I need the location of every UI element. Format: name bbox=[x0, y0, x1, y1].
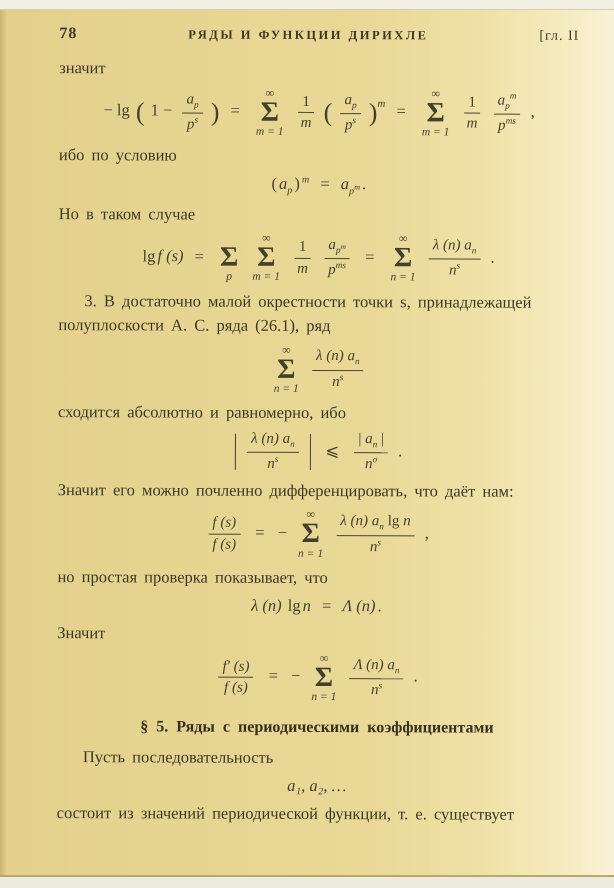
sum-upper-limit: ∞ bbox=[262, 231, 271, 246]
math-token: s bbox=[352, 116, 357, 127]
summation bbox=[422, 87, 450, 139]
numerator bbox=[429, 238, 481, 260]
bar-token: | bbox=[358, 431, 362, 448]
numerator bbox=[218, 658, 253, 678]
superscript bbox=[377, 538, 381, 548]
math-token: s bbox=[339, 372, 344, 383]
math-token: s bbox=[377, 537, 381, 548]
sigma-icon: Σ bbox=[277, 353, 296, 385]
math-token: a bbox=[497, 92, 506, 109]
math-token: n bbox=[471, 246, 477, 257]
superscript bbox=[340, 373, 344, 383]
denominator bbox=[293, 259, 312, 278]
fraction bbox=[350, 657, 404, 699]
close-paren: ) bbox=[210, 97, 220, 127]
close-paren: ) bbox=[368, 97, 378, 127]
fraction bbox=[429, 238, 481, 280]
fraction bbox=[340, 92, 360, 134]
math-token: m bbox=[354, 182, 361, 192]
equals-sign: = bbox=[320, 174, 330, 194]
math-token: n bbox=[369, 538, 378, 555]
paragraph-no-v-takom: Но в таком случае bbox=[58, 203, 196, 224]
equals-sign: = bbox=[194, 246, 204, 266]
minus-sign: − bbox=[277, 522, 288, 542]
math-token: n bbox=[354, 357, 360, 368]
chapter-mark: [гл. II bbox=[539, 28, 580, 44]
numerator bbox=[336, 513, 414, 535]
subscript bbox=[355, 358, 360, 368]
denominator bbox=[463, 114, 482, 133]
math-token: n bbox=[332, 373, 340, 390]
sigma-icon: Σ bbox=[301, 518, 320, 550]
fraction bbox=[297, 94, 316, 132]
absolute-value-bar bbox=[234, 434, 236, 470]
fraction bbox=[293, 239, 312, 277]
math-token: λ (n) bbox=[251, 430, 279, 447]
denominator bbox=[361, 453, 381, 473]
subscript bbox=[373, 440, 378, 450]
paragraph-shoditsya: сходится абсолютно и равномерно, ибо bbox=[58, 402, 347, 423]
denominator bbox=[263, 453, 282, 473]
superscript bbox=[354, 182, 360, 191]
math-token: m bbox=[297, 260, 309, 277]
math-token: m bbox=[509, 91, 517, 102]
sum-upper-limit: ∞ bbox=[282, 342, 291, 357]
fraction bbox=[336, 513, 414, 555]
math-token: p bbox=[186, 116, 195, 133]
numerator bbox=[340, 92, 360, 114]
absolute-value-bar bbox=[310, 434, 312, 470]
math-token: a₁, a₂, … bbox=[287, 776, 347, 796]
numerator bbox=[182, 91, 202, 113]
sum-lower-limit: m = 1 bbox=[421, 126, 450, 139]
summation bbox=[252, 232, 280, 284]
equals-sign: = bbox=[230, 101, 240, 121]
math-token: f′ (s) bbox=[222, 658, 250, 675]
math-token: f (s) bbox=[224, 679, 248, 696]
summation bbox=[298, 508, 323, 560]
formula-inequality bbox=[58, 430, 578, 474]
paragraph-pust: Пусть последовательность bbox=[82, 747, 274, 768]
math-token: λ (n) bbox=[315, 348, 344, 365]
math-token: p bbox=[287, 185, 293, 197]
paragraph-znachit: значит bbox=[59, 58, 106, 78]
sum-lower-limit bbox=[226, 272, 232, 284]
math-token: a bbox=[328, 237, 336, 254]
numerator bbox=[324, 237, 350, 259]
math-token: a bbox=[340, 174, 350, 194]
close-paren: ) bbox=[294, 174, 300, 194]
math-token: σ bbox=[372, 455, 378, 466]
running-title: РЯДЫ И ФУНКЦИИ ДИРИХЛЕ bbox=[188, 27, 429, 43]
math-token: p bbox=[344, 117, 353, 134]
math-token: − lg bbox=[103, 100, 130, 120]
superscript bbox=[341, 242, 346, 251]
math-token: a bbox=[282, 430, 291, 447]
numerator bbox=[312, 348, 364, 370]
open-paren: ( bbox=[323, 97, 333, 127]
math-token: s bbox=[194, 115, 199, 126]
equals-sign: = bbox=[255, 522, 265, 542]
denominator bbox=[183, 113, 202, 133]
formula-log-expansion bbox=[59, 86, 579, 140]
math-token: m bbox=[300, 115, 312, 132]
math-token: p bbox=[498, 118, 506, 135]
subscript bbox=[287, 185, 292, 196]
denominator bbox=[324, 260, 350, 280]
math-token: f (s) bbox=[212, 536, 237, 553]
superscript bbox=[373, 455, 378, 465]
sum-upper-limit: ∞ bbox=[431, 86, 441, 101]
math-token: f (s) bbox=[212, 514, 237, 531]
sum-lower-limit: n = 1 bbox=[273, 382, 299, 395]
equals-sign: = bbox=[396, 101, 406, 121]
subscript bbox=[472, 247, 477, 257]
numerator bbox=[354, 431, 388, 453]
math-token: λ (n) bbox=[251, 595, 282, 615]
formula-series bbox=[58, 343, 578, 397]
math-token: n bbox=[379, 522, 384, 533]
math-token: m bbox=[301, 174, 310, 186]
math-token: s bbox=[378, 681, 383, 692]
math-token: n bbox=[370, 682, 379, 699]
fraction bbox=[218, 658, 253, 696]
subscript bbox=[290, 440, 295, 450]
subscript bbox=[505, 102, 510, 112]
math-token: a bbox=[278, 174, 288, 194]
sigma-icon: Σ bbox=[426, 97, 445, 129]
denominator bbox=[366, 536, 385, 556]
superscript bbox=[194, 116, 198, 126]
fraction bbox=[463, 94, 482, 132]
numerator bbox=[208, 515, 240, 535]
math-token: p bbox=[351, 100, 357, 111]
math-token: n bbox=[365, 456, 373, 473]
paragraph-znachit2: Значит его можно почленно дифференцировать, что даёт нам: bbox=[57, 479, 514, 501]
math-token: m bbox=[466, 115, 478, 132]
equals-sign: = bbox=[268, 666, 278, 686]
math-token: m bbox=[340, 242, 346, 252]
denominator bbox=[341, 114, 360, 134]
subscript bbox=[379, 523, 384, 533]
math-token: 1 − bbox=[150, 100, 173, 120]
superscript bbox=[336, 262, 346, 272]
open-paren: ( bbox=[135, 96, 145, 127]
sum-upper-limit: ∞ bbox=[306, 507, 316, 522]
formula-sequence bbox=[57, 775, 577, 797]
math-token: n bbox=[403, 513, 411, 530]
period: . bbox=[362, 174, 367, 194]
math-token: p bbox=[505, 101, 510, 112]
subscript bbox=[352, 101, 357, 111]
math-token: lg bbox=[287, 595, 301, 615]
math-token: n bbox=[302, 595, 311, 615]
math-token: p bbox=[335, 246, 341, 257]
superscript bbox=[378, 681, 382, 691]
summation bbox=[311, 652, 336, 704]
exponent bbox=[377, 98, 385, 110]
math-token: f (s) bbox=[157, 246, 184, 266]
math-token: a bbox=[371, 513, 380, 530]
sum-lower-limit: m = 1 bbox=[252, 271, 281, 284]
math-token: lg bbox=[142, 246, 156, 266]
page-edge-bottom bbox=[0, 875, 614, 888]
sigma-icon: Σ bbox=[257, 242, 276, 274]
summation bbox=[220, 232, 238, 284]
sigma-icon: Σ bbox=[260, 96, 279, 128]
equals-sign: = bbox=[365, 247, 375, 267]
numerator bbox=[247, 431, 299, 453]
comma: , bbox=[424, 523, 429, 543]
period: . bbox=[377, 596, 382, 616]
fraction bbox=[247, 431, 299, 473]
sum-lower-limit: m = 1 bbox=[255, 125, 284, 138]
subscript bbox=[335, 242, 346, 257]
superscript bbox=[275, 455, 279, 465]
math-token: n bbox=[372, 440, 378, 451]
numerator: 1 bbox=[298, 94, 314, 114]
summation bbox=[274, 343, 299, 395]
math-token: Λ (n) bbox=[342, 595, 376, 616]
denominator bbox=[328, 371, 347, 391]
math-token: p bbox=[226, 271, 233, 284]
denominator bbox=[297, 113, 316, 132]
page-number: 78 bbox=[59, 25, 78, 43]
math-token: n bbox=[394, 665, 400, 676]
less-equal-sign: ⩽ bbox=[325, 440, 340, 460]
denominator bbox=[208, 534, 240, 553]
paragraph-ibo: ибо по условию bbox=[58, 145, 177, 165]
period: . bbox=[490, 247, 495, 267]
fraction bbox=[354, 431, 388, 473]
math-token: ms bbox=[505, 117, 516, 128]
formula-derivative bbox=[58, 508, 578, 562]
formula-log-f bbox=[58, 231, 578, 285]
sum-upper-limit: ∞ bbox=[319, 650, 329, 665]
denominator bbox=[220, 678, 252, 697]
math-token: m bbox=[377, 97, 386, 110]
denominator bbox=[445, 260, 464, 280]
math-token: a bbox=[365, 431, 373, 448]
math-token: λ (n) bbox=[340, 513, 369, 530]
math-token: lg bbox=[387, 513, 400, 530]
math-token: λ (n) bbox=[432, 237, 461, 254]
math-token: p bbox=[328, 262, 336, 279]
denominator bbox=[367, 679, 386, 699]
numerator bbox=[494, 92, 521, 115]
comma: , bbox=[530, 102, 535, 122]
paragraph-znachit3: Значит bbox=[57, 622, 106, 643]
math-token: s bbox=[274, 455, 279, 466]
superscript bbox=[506, 117, 516, 127]
sigma-icon: Σ bbox=[393, 242, 413, 274]
numerator: 1 bbox=[464, 94, 480, 114]
paragraph-item3-line2: полуплоскости А. С. ряда (26.1), ряд bbox=[58, 314, 331, 335]
superscript bbox=[352, 116, 356, 126]
sum-lower-limit: n = 1 bbox=[311, 690, 337, 703]
subscript bbox=[194, 100, 199, 110]
math-token: p bbox=[193, 100, 199, 111]
exponent bbox=[302, 175, 309, 186]
fraction bbox=[494, 92, 521, 135]
paragraph-item3-line1: 3. В достаточно малой окрестности точки s, принадлежащей bbox=[84, 291, 532, 312]
math-token: ms bbox=[335, 261, 347, 272]
fraction bbox=[312, 348, 364, 390]
minus-sign: − bbox=[291, 666, 301, 686]
superscript bbox=[510, 92, 517, 102]
fraction bbox=[182, 91, 202, 133]
summation bbox=[390, 233, 415, 285]
math-token: a bbox=[186, 91, 195, 108]
bar-token: | bbox=[381, 431, 385, 448]
math-token: Λ (n) bbox=[353, 656, 384, 673]
fraction bbox=[208, 515, 240, 553]
subscript bbox=[349, 182, 361, 197]
formula-lambda-identity bbox=[57, 595, 577, 617]
math-token: n bbox=[448, 262, 457, 279]
sum-upper-limit: ∞ bbox=[265, 85, 275, 100]
sum-lower-limit: n = 1 bbox=[390, 271, 416, 284]
numerator bbox=[350, 657, 404, 679]
numerator: 1 bbox=[295, 239, 311, 259]
page-edge-top bbox=[0, 0, 614, 10]
sum-lower-limit: n = 1 bbox=[298, 547, 324, 560]
math-token: a bbox=[387, 656, 395, 673]
sigma-icon: Σ bbox=[220, 241, 239, 274]
math-token: a bbox=[464, 237, 472, 254]
subscript bbox=[395, 666, 400, 676]
paragraph-no-prostaya: но простая проверка показывает, что bbox=[57, 567, 328, 588]
sigma-icon: Σ bbox=[314, 661, 334, 693]
math-token: a bbox=[347, 348, 356, 365]
paragraph-sostoit: состоит из значений периодической функции, т. е. существует bbox=[56, 803, 515, 824]
superscript bbox=[456, 262, 460, 272]
section-heading: § 5. Ряды с периодическими коэффициентами bbox=[140, 718, 494, 737]
math-token: p bbox=[349, 185, 355, 197]
formula-condition bbox=[59, 173, 579, 197]
period: . bbox=[413, 666, 418, 686]
fraction bbox=[324, 237, 350, 279]
denominator bbox=[494, 115, 520, 135]
running-header bbox=[59, 25, 579, 45]
math-token: n bbox=[290, 439, 295, 450]
math-token: s bbox=[456, 261, 461, 272]
formula-log-derivative bbox=[57, 651, 577, 705]
period: . bbox=[398, 440, 403, 460]
equals-sign: = bbox=[321, 595, 332, 615]
math-token: a bbox=[344, 91, 353, 108]
summation bbox=[256, 87, 284, 139]
sum-upper-limit: ∞ bbox=[398, 231, 408, 246]
page-content bbox=[57, 25, 580, 828]
math-token: n bbox=[267, 455, 275, 473]
open-paren: ( bbox=[271, 174, 278, 194]
